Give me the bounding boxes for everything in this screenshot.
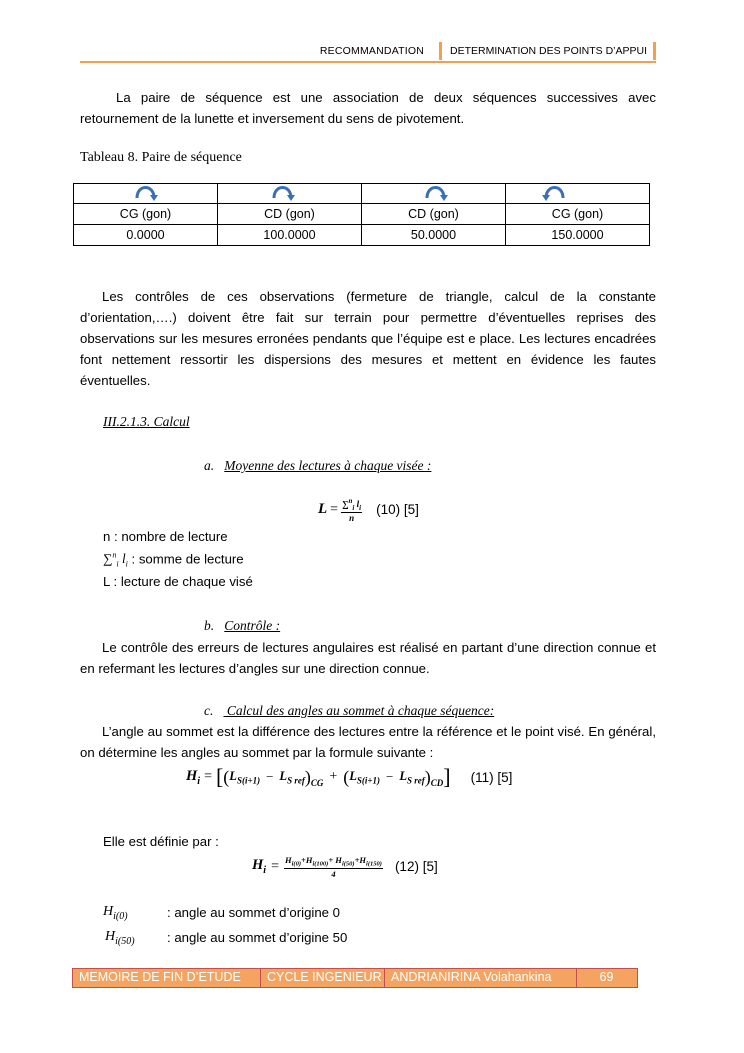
subheading-a: a. Moyenne des lectures à chaque visée :: [204, 458, 432, 473]
rotation-arrow-icon: [268, 178, 296, 202]
defined-by-text: Elle est définie par :: [103, 834, 219, 849]
subheading-c: c. Calcul des angles au sommet à chaque séquence:: [204, 703, 495, 718]
controls-paragraph: Les contrôles de ces observations (fermeture de triangle, calcul de la constante d’orientation,….) doivent être fait sur terrain pour permettre d’éventuelles reprises des observations sur les mesures erronées pendants que l’équipe est e place. Les lectures encadrées font nettement ressortir les dispersions des mesures et mettent en évidence les fautes éventuelles.: [80, 289, 656, 388]
formula-10: L = $\frac{\sum^n_i l_i}{n}$ (10) [5]: [318, 497, 419, 523]
footer-page-number: 69: [599, 970, 614, 984]
footer-cycle: CYCLE INGENIEUR: [261, 969, 385, 987]
page-footer: [72, 968, 638, 988]
table-header-row: [74, 204, 650, 225]
intro-paragraph: La paire de séquence est une association de deux séquences successives avec retournement de la lunette et inversement du sens de pivotement.: [80, 90, 656, 126]
table-cell: 150.0000: [506, 225, 650, 246]
table-header-cell: CD (gon): [218, 204, 362, 225]
table-caption: Tableau 8. Paire de séquence: [80, 150, 242, 165]
table-header-cell: CD (gon): [362, 204, 506, 225]
def-L: L : lecture de chaque visé: [103, 574, 253, 589]
rotation-arrow-icon: [132, 178, 160, 202]
angle-paragraph: L’angle au sommet est la différence des lectures entre la référence et le point visé. En général, on détermine les angles au sommet par la formule suivante :: [80, 724, 656, 760]
rotation-arrow-icon: [541, 178, 569, 202]
header-rule: [80, 61, 656, 63]
formula-12-ref: (12) [5]: [394, 859, 438, 875]
arrow-row: [74, 184, 650, 204]
formula-10-ref: (10) [5]: [376, 502, 419, 518]
page-header: [80, 42, 656, 62]
def-sum: ∑$^n_i$ $l_i$ : somme de lecture: [103, 551, 244, 570]
subheading-b: b. Contrôle :: [204, 618, 281, 633]
footer-author: ANDRIANIRINA Volahankina: [385, 969, 577, 987]
arrow-cell: [506, 184, 650, 204]
arrow-cell: [362, 184, 506, 204]
control-paragraph: Le contrôle des erreurs de lectures angulaires est réalisé en partant d’une direction connue et en refermant les lectures d’angles sur une direction connue.: [80, 640, 656, 676]
rotation-arrow-icon: [422, 178, 450, 202]
header-section: DETERMINATION DES POINTS D’APPUI: [439, 42, 656, 60]
table-cell: 0.0000: [74, 225, 218, 246]
table-value-row: [74, 225, 650, 246]
table-cell: 100.0000: [218, 225, 362, 246]
formula-11: $H_i$ = [ ( $L_{S(i+1)}$ − $L_{S ref}$ ) $_{CG}$ + ( $L_{S(i+1)}$ − $L_{S ref}$ ) $_{CD}$ ] (11) [5]: [186, 764, 513, 789]
formula-11-ref: (11) [5]: [470, 769, 513, 785]
arrow-cell: [218, 184, 362, 204]
angle-def-0: $H_{i(0)}$ : angle au sommet d’origine 0: [103, 904, 341, 922]
table-header-cell: CG (gon): [74, 204, 218, 225]
footer-memoire: MEMOIRE DE FIN D’ETUDE: [73, 969, 261, 987]
def-n: n : nombre de lecture: [103, 529, 228, 544]
sequence-table: [73, 183, 650, 246]
header-chapter: RECOMMANDATION: [319, 45, 424, 57]
table-header-cell: CG (gon): [506, 204, 650, 225]
section-heading: III.2.1.3. Calcul: [103, 414, 190, 429]
angle-def-50: $H_{i(50)}$ : angle au sommet d’origine 50: [105, 929, 348, 947]
arrow-cell: [74, 184, 218, 204]
formula-12: $H_i$ = $\frac{H_{i(0)}+H_{i(100)}+ H_{i(50)}+H_{i(150)}}{4}$ (12) [5]: [252, 855, 438, 879]
table-cell: 50.0000: [362, 225, 506, 246]
